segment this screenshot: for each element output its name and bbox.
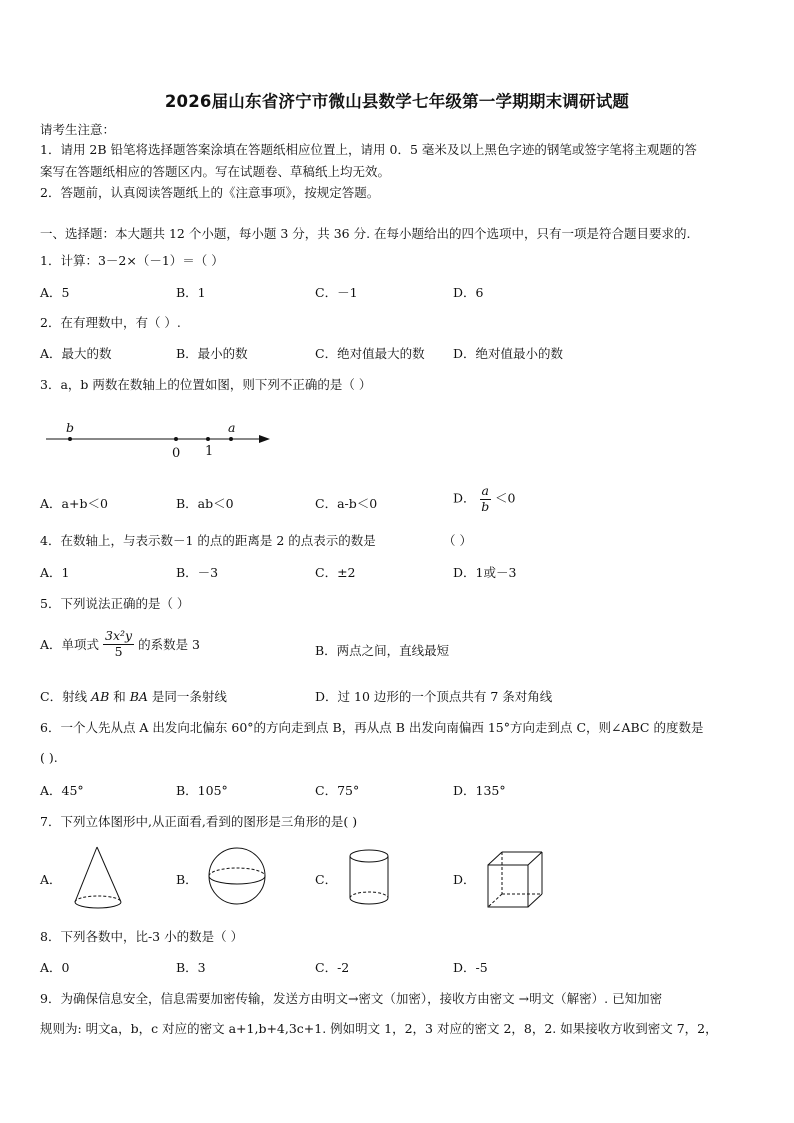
q8-option-d[interactable]: D．-5 xyxy=(453,960,488,975)
q1-option-b[interactable]: B．1 xyxy=(176,285,206,300)
q8-option-a[interactable]: A．0 xyxy=(40,960,70,975)
q2-option-c[interactable]: C．绝对值最大的数 xyxy=(315,346,425,361)
q2-stem: 2．在有理数中，有（ ）. xyxy=(40,315,181,330)
q6-option-b[interactable]: B．105° xyxy=(176,783,228,798)
q5-stem: 5．下列说法正确的是（ ） xyxy=(40,596,190,611)
page-title: 2026届山东省济宁市微山县数学七年级第一学期期末调研试题 xyxy=(164,92,630,111)
q4-paren: （ ） xyxy=(443,533,472,548)
q3-fraction-den: b xyxy=(481,498,490,514)
q3-option-d-suffix: ＜0 xyxy=(494,490,516,506)
q3-stem: 3．a，b 两数在数轴上的位置如图，则下列不正确的是（ ） xyxy=(40,377,372,392)
q3-option-c[interactable]: C．a-b＜0 xyxy=(315,496,378,511)
q4-option-b[interactable]: B．－3 xyxy=(176,565,219,580)
q4-option-a[interactable]: A．1 xyxy=(40,565,70,580)
q5-fraction-den: 5 xyxy=(114,643,123,659)
label-one: 1 xyxy=(205,444,214,459)
sphere-figure xyxy=(209,848,265,904)
q5-option-d[interactable]: D．过 10 边形的一个顶点共有 7 条对角线 xyxy=(315,689,553,704)
q1-stem: 1．计算：3－2×（－1）＝（ ） xyxy=(40,253,224,268)
ray-ab: AB xyxy=(91,689,110,704)
q7-stem: 7．下列立体图形中,从正面看,看到的图形是三角形的是( ) xyxy=(40,814,358,829)
q7-option-d[interactable]: D． xyxy=(453,872,476,887)
q4-stem: 4．在数轴上，与表示数－1 的点的距离是 2 的点表示的数是 xyxy=(40,533,376,548)
q1-option-c[interactable]: C．－1 xyxy=(315,285,358,300)
q5-option-a-prefix: A．单项式 xyxy=(40,637,100,652)
section-heading: 一、选择题：本大题共 12 个小题，每小题 3 分，共 36 分. 在每小题给出的四个选项中，只有一项是符合题目要求的. xyxy=(40,226,691,241)
q5-fraction-num: 3x²y xyxy=(105,628,133,643)
label-zero: 0 xyxy=(172,446,181,461)
q3-fraction-num: a xyxy=(481,483,489,498)
q3-option-a[interactable]: A．a+b＜0 xyxy=(40,496,108,511)
q8-stem: 8．下列各数中，比-3 小的数是（ ） xyxy=(40,929,244,944)
q5-option-b[interactable]: B．两点之间，直线最短 xyxy=(315,643,450,658)
q7-option-b[interactable]: B． xyxy=(176,872,198,887)
q6-option-d[interactable]: D．135° xyxy=(453,783,506,798)
cone-figure xyxy=(75,847,121,908)
label-a: a xyxy=(228,420,236,435)
q7-option-a[interactable]: A． xyxy=(40,872,62,887)
q6-option-a[interactable]: A．45° xyxy=(40,783,84,798)
notice-heading: 请考生注意： xyxy=(40,122,116,137)
cuboid-figure xyxy=(488,852,542,907)
q1-option-d[interactable]: D．6 xyxy=(453,285,484,300)
q6-paren: ( ). xyxy=(40,750,58,765)
q8-option-c[interactable]: C．-2 xyxy=(315,960,350,975)
q4-option-d[interactable]: D．1或－3 xyxy=(453,565,517,580)
q7-option-c[interactable]: C． xyxy=(315,872,338,887)
notice-line-1a: 1．请用 2B 铅笔将选择题答案涂填在答题纸相应位置上，请用 0．5 毫米及以上黑色字迹的钢笔或签字笔将主观题的答 xyxy=(40,142,697,157)
q9-line-1: 9．为确保信息安全，信息需要加密传输，发送方由明文→密文（加密），接收方由密文 →明文（解密）. 已知加密 xyxy=(40,991,663,1006)
ray-ba: BA xyxy=(129,689,148,704)
q4-option-c[interactable]: C．±2 xyxy=(315,565,356,580)
q1-option-a[interactable]: A．5 xyxy=(40,285,70,300)
q2-option-d[interactable]: D．绝对值最小的数 xyxy=(453,346,564,361)
q6-option-c[interactable]: C．75° xyxy=(315,783,360,798)
notice-line-2: 2．答题前，认真阅读答题纸上的《注意事项》，按规定答题。 xyxy=(40,185,380,200)
q6-stem: 6．一个人先从点 A 出发向北偏东 60°的方向走到点 B，再从点 B 出发向南偏西 15°方向走到点 C，则∠ABC 的度数是 xyxy=(40,720,704,735)
q3-option-d-prefix: D． xyxy=(453,490,476,506)
q5-option-c-mid: 和 xyxy=(109,689,130,704)
cylinder-figure xyxy=(350,850,388,904)
label-b: b xyxy=(66,420,75,435)
q9-line-2: 规则为: 明文a，b，c 对应的密文 a+1,b+4,3c+1. 例如明文 1，2，3 对应的密文 2，8，2. 如果接收方收到密文 7，2， xyxy=(40,1021,718,1036)
q5-option-c-pre: C．射线 xyxy=(40,689,92,704)
q5-option-c-post: 是同一条射线 xyxy=(147,689,227,704)
notice-line-1b: 案写在答题纸相应的答题区内。写在试题卷、草稿纸上均无效。 xyxy=(40,164,391,179)
q8-option-b[interactable]: B．3 xyxy=(176,960,206,975)
q3-option-b[interactable]: B．ab＜0 xyxy=(176,496,234,511)
q2-option-a[interactable]: A．最大的数 xyxy=(40,346,112,361)
q5-option-a-suffix: 的系数是 3 xyxy=(138,637,201,652)
q2-option-b[interactable]: B．最小的数 xyxy=(176,346,248,361)
